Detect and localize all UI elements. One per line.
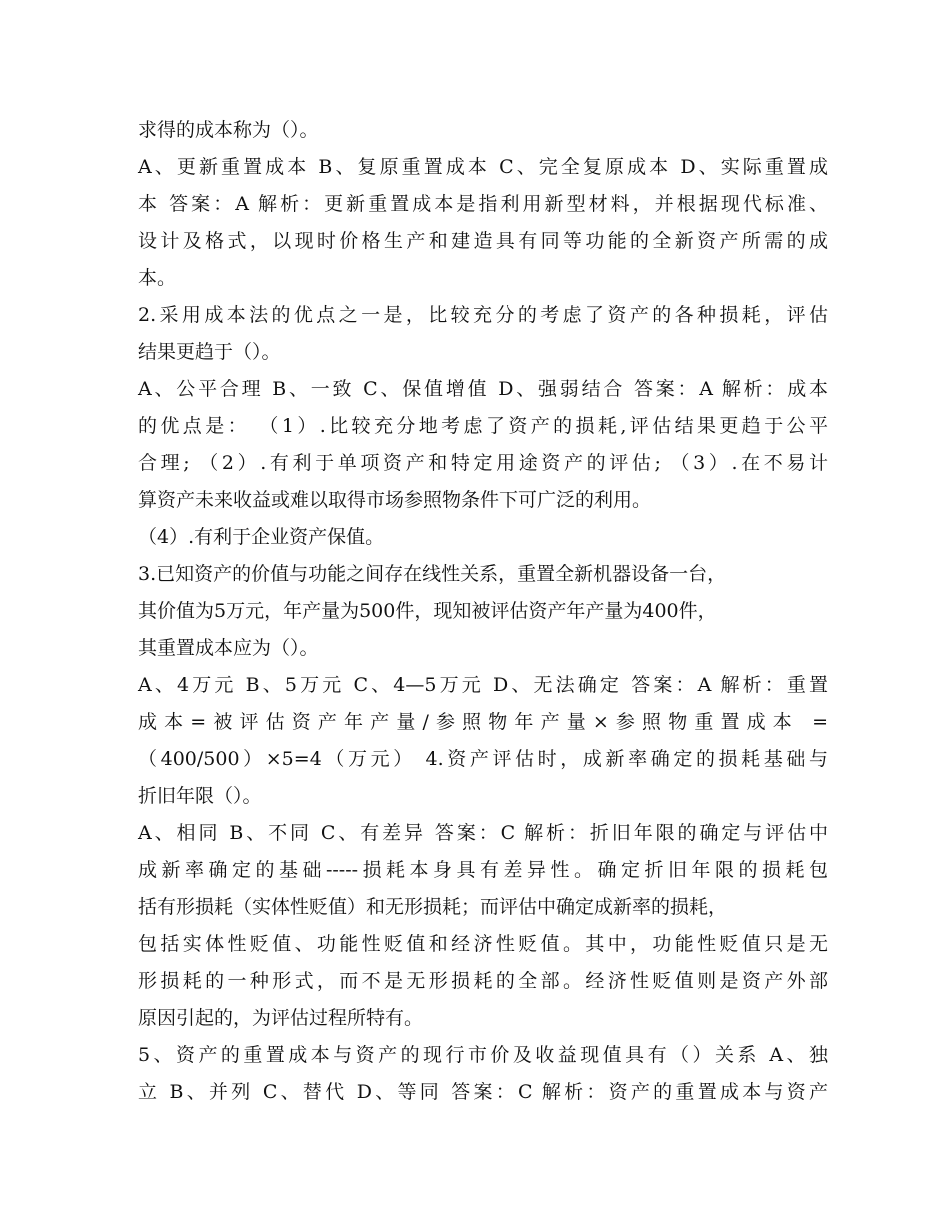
text-line: 5、资产的重置成本与资产的现行市价及收益现值具有（）关系 A、独	[138, 1044, 828, 1066]
text-line: 原因引起的，为评估过程所特有。	[138, 1007, 424, 1029]
text-line: 立 B、并列 C、替代 D、等同 答案：C 解析：资产的重置成本与资产	[138, 1081, 828, 1103]
text-line: 算资产未来收益或难以取得市场参照物条件下可广泛的利用。	[138, 489, 652, 511]
text-line: 成新率确定的基础-----损耗本身具有差异性。确定折旧年限的损耗包	[138, 859, 828, 881]
text-line: 折旧年限（）。	[138, 785, 262, 807]
document-body	[138, 112, 828, 1111]
text-line: A、更新重置成本 B、复原重置成本 C、完全复原成本 D、实际重置成	[138, 156, 828, 178]
text-line: 的优点是： （1）.比较充分地考虑了资产的损耗,评估结果更趋于公平	[138, 415, 828, 437]
text-line: A、相同 B、不同 C、有差异 答案：C 解析：折旧年限的确定与评估中	[138, 822, 828, 844]
text-line: （4）.有利于企业资产保值。	[138, 526, 385, 548]
text-line: 3.已知资产的价值与功能之间存在线性关系，重置全新机器设备一台，	[138, 563, 727, 585]
text-line: 2.采用成本法的优点之一是，比较充分的考虑了资产的各种损耗，评估	[138, 304, 828, 326]
text-line: A、4万元 B、5万元 C、4—5万元 D、无法确定 答案：A 解析：重置	[138, 674, 828, 696]
text-line: 本。	[138, 267, 177, 289]
text-line: A、公平合理 B、一致 C、保值增值 D、强弱结合 答案：A 解析：成本	[138, 378, 828, 400]
text-line: 结果更趋于（）。	[138, 341, 281, 363]
text-line: 合理; （2）.有利于单项资产和特定用途资产的评估; （3）.在不易计	[138, 452, 828, 474]
text-line: （400/500）×5=4（万元） 4.资产评估时，成新率确定的损耗基础与	[138, 748, 828, 770]
text-line: 本 答案：A 解析：更新重置成本是指利用新型材料，并根据现代标准、	[138, 193, 828, 215]
text-line: 设计及格式，以现时价格生产和建造具有同等功能的全新资产所需的成	[138, 230, 828, 252]
text-line: 包括实体性贬值、功能性贬值和经济性贬值。其中，功能性贬值只是无	[138, 933, 828, 955]
text-line: 其价值为5万元，年产量为500件，现知被评估资产年产量为400件，	[138, 600, 717, 622]
text-line: 求得的成本称为（）。	[138, 119, 319, 141]
text-line: 形损耗的一种形式，而不是无形损耗的全部。经济性贬值则是资产外部	[138, 970, 828, 992]
text-line: 成本=被评估资产年产量/参照物年产量×参照物重置成本 =	[138, 711, 828, 733]
text-line: 其重置成本应为（）。	[138, 637, 319, 659]
text-line: 括有形损耗（实体性贬值）和无形损耗；而评估中确定成新率的损耗，	[138, 896, 728, 918]
